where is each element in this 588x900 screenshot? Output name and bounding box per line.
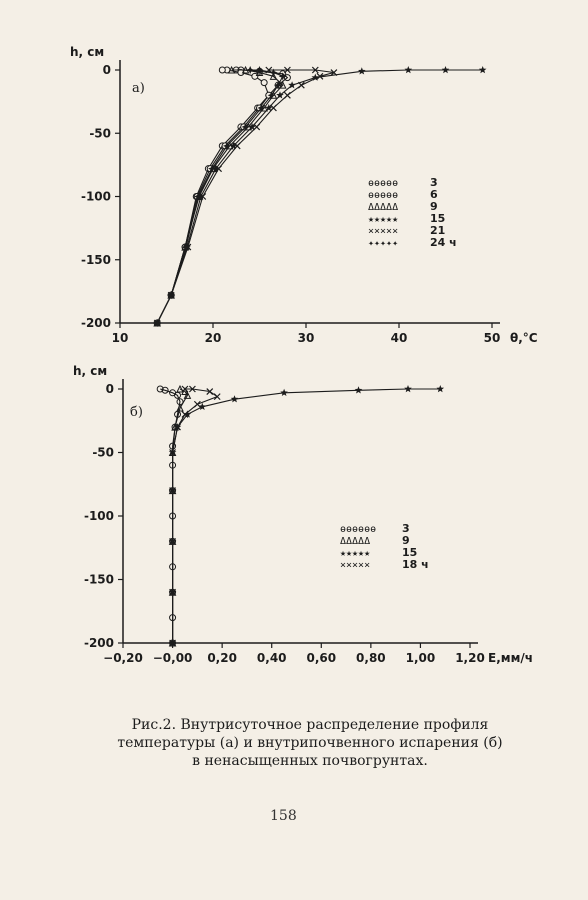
series-line (173, 389, 188, 643)
legend-symbol: ɵɵɵɵɵɵ (340, 524, 377, 535)
legend-symbol: ΔΔΔΔΔ (368, 202, 399, 213)
y-tick-label: -200 (83, 636, 114, 650)
series-2 (154, 67, 272, 326)
legend-symbol: ✦✦✦✦✦ (368, 238, 399, 249)
legend-label: 15 (430, 212, 446, 225)
x-tick-label: 30 (297, 331, 315, 345)
legend-label: 3 (430, 176, 438, 189)
x-tick-label: 10 (111, 331, 129, 345)
data-point (404, 385, 412, 392)
y-tick-label: -150 (80, 252, 111, 267)
data-point (358, 67, 366, 74)
data-point (437, 385, 445, 392)
caption-line-1: Рис.2. Внутрисуточное распределение профиля (131, 717, 489, 733)
y-tick-label: -50 (92, 445, 114, 460)
data-point (405, 66, 413, 73)
page-number: 158 (270, 808, 297, 824)
legend-label: 18 ч (402, 558, 429, 571)
x-tick-label: 1,00 (405, 651, 436, 665)
data-point (254, 124, 260, 130)
legend-label: 6 (430, 188, 438, 201)
legend-label: 9 (402, 534, 410, 547)
data-point (479, 66, 487, 73)
panel-label: б) (130, 405, 143, 420)
legend-symbol: ɵɵɵɵɵ (368, 190, 399, 201)
x-tick-label: 40 (390, 331, 408, 345)
x-tick-label: −0,20 (103, 651, 143, 665)
series-line (173, 389, 441, 643)
legend-symbol: ★★★★★ (368, 214, 399, 225)
legend-label: 15 (402, 546, 418, 559)
series-line (157, 70, 334, 323)
x-axis-title: E,мм/ч (488, 651, 533, 665)
legend-label: 9 (430, 200, 438, 213)
y-axis-title: h, см (70, 45, 105, 59)
y-tick-label: -100 (80, 189, 111, 204)
y-tick-label: -100 (83, 509, 114, 523)
data-point (261, 80, 267, 86)
x-tick-label: 0,40 (256, 651, 287, 665)
series-5 (154, 67, 337, 326)
legend-symbol: ××××× (368, 226, 399, 237)
x-tick-label: 0,60 (306, 651, 337, 665)
caption-line-2: температуры (а) и внутрипочвенного испарения (б) (117, 735, 503, 751)
series-3 (169, 385, 444, 646)
legend (368, 176, 457, 249)
data-point (284, 92, 290, 98)
data-point (214, 394, 220, 400)
x-axis-title: θ,°С (510, 331, 538, 345)
legend-symbol: ××××× (340, 560, 371, 571)
data-point (442, 66, 450, 73)
y-tick-label: -150 (83, 572, 114, 587)
figure-caption (60, 716, 560, 770)
x-tick-label: 20 (204, 331, 222, 345)
chart-panel-2 (73, 364, 533, 665)
data-point (194, 401, 200, 407)
y-tick-label: -50 (89, 126, 111, 141)
y-tick-label: 0 (102, 63, 111, 77)
y-axis-title: h, см (73, 364, 108, 378)
panel-label: а) (132, 81, 145, 96)
legend-symbol: ΔΔΔΔΔ (340, 536, 371, 547)
legend (340, 522, 429, 571)
legend-label: 24 ч (430, 236, 457, 249)
x-tick-label: 0,20 (207, 651, 237, 665)
x-tick-label: 1,20 (455, 651, 485, 665)
x-tick-label: 50 (483, 331, 501, 345)
data-point (298, 82, 304, 88)
x-tick-label: 0,80 (356, 651, 386, 665)
data-point (231, 395, 239, 402)
legend-symbol: ★★★★★ (340, 548, 371, 559)
caption-line-3: в ненасыщенных почвогрунтах. (192, 753, 428, 769)
legend-label: 21 (430, 224, 446, 237)
y-tick-label: -200 (80, 316, 111, 330)
x-tick-label: −0,00 (152, 651, 193, 665)
legend-label: 3 (402, 522, 410, 535)
data-point (219, 67, 225, 73)
y-tick-label: 0 (105, 382, 114, 396)
data-point (280, 389, 288, 396)
data-point (355, 386, 363, 393)
chart-panel-1 (70, 45, 538, 345)
data-point (270, 105, 276, 111)
legend-symbol: ɵɵɵɵɵ (368, 178, 399, 189)
